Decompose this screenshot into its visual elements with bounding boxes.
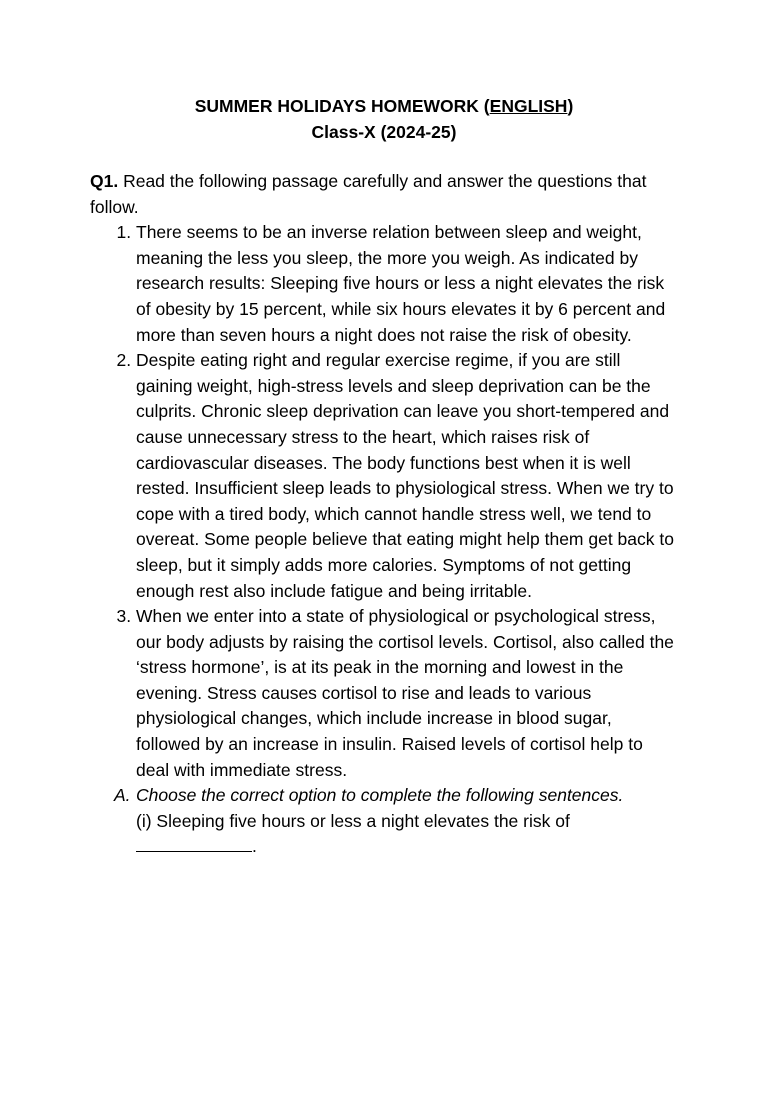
passage-paragraph-1: 1. There seems to be an inverse relation between sleep and weight, meaning the less you sleep, the more you weigh. As indicated by research results: Sleeping five hours or less a night elevates the risk of obesity by 15 percent, while six hours elevates it by 6 percent and more than seven hours a night does not raise the risk of obesity. <box>136 220 678 348</box>
title-prefix: SUMMER HOLIDAYS HOMEWORK ( <box>194 96 490 116</box>
section-a-marker: A. <box>114 785 131 806</box>
passage-paragraph-2: 2. Despite eating right and regular exercise regime, if you are still gaining weight, high-stress levels and sleep deprivation can be the culprits. Chronic sleep deprivation can leave you short-tempered and cause unnecessary stress to the heart, which raises risk of cardiovascular diseases. The body functions best when it is well rested. Insufficient sleep leads to physiological stress. When we try to cope with a tired body, which cannot handle stress well, we tend to overeat. Some people believe that eating might help them get back to sleep, but it simply adds more calories. Symptoms of not getting enough rest also include fatigue and being irritable. <box>136 348 678 604</box>
class-subtitle: Class-X (2024-25) <box>311 122 457 142</box>
homework-title <box>90 93 678 145</box>
passage-list <box>90 220 678 783</box>
question-number: Q1. <box>90 171 119 191</box>
title-subject: ENGLISH <box>489 96 568 116</box>
item-1-end: . <box>252 836 257 857</box>
question-header <box>90 169 678 220</box>
answer-blank <box>136 835 252 852</box>
item-1-text: (i) Sleeping five hours or less a night elevates the risk of <box>136 810 570 831</box>
document-page <box>0 93 768 1117</box>
item-1 <box>136 809 678 860</box>
section-a <box>90 783 678 860</box>
title-line <box>90 93 678 119</box>
title-suffix: ) <box>567 96 574 116</box>
section-a-instruction: Choose the correct option to complete the following sentences. <box>136 785 624 806</box>
question-instruction: Read the following passage carefully and answer the questions that follow. <box>90 171 647 217</box>
passage-paragraph-3: 3. When we enter into a state of physiological or psychological stress, our body adjusts by raising the cortisol levels. Cortisol, also called the ‘stress hormone’, is at its peak in the morning and lowest in the evening. Stress causes cortisol to rise and leads to various physiological changes, which include increase in blood sugar, followed by an increase in insulin. Raised levels of cortisol help to deal with immediate stress. <box>136 604 678 783</box>
